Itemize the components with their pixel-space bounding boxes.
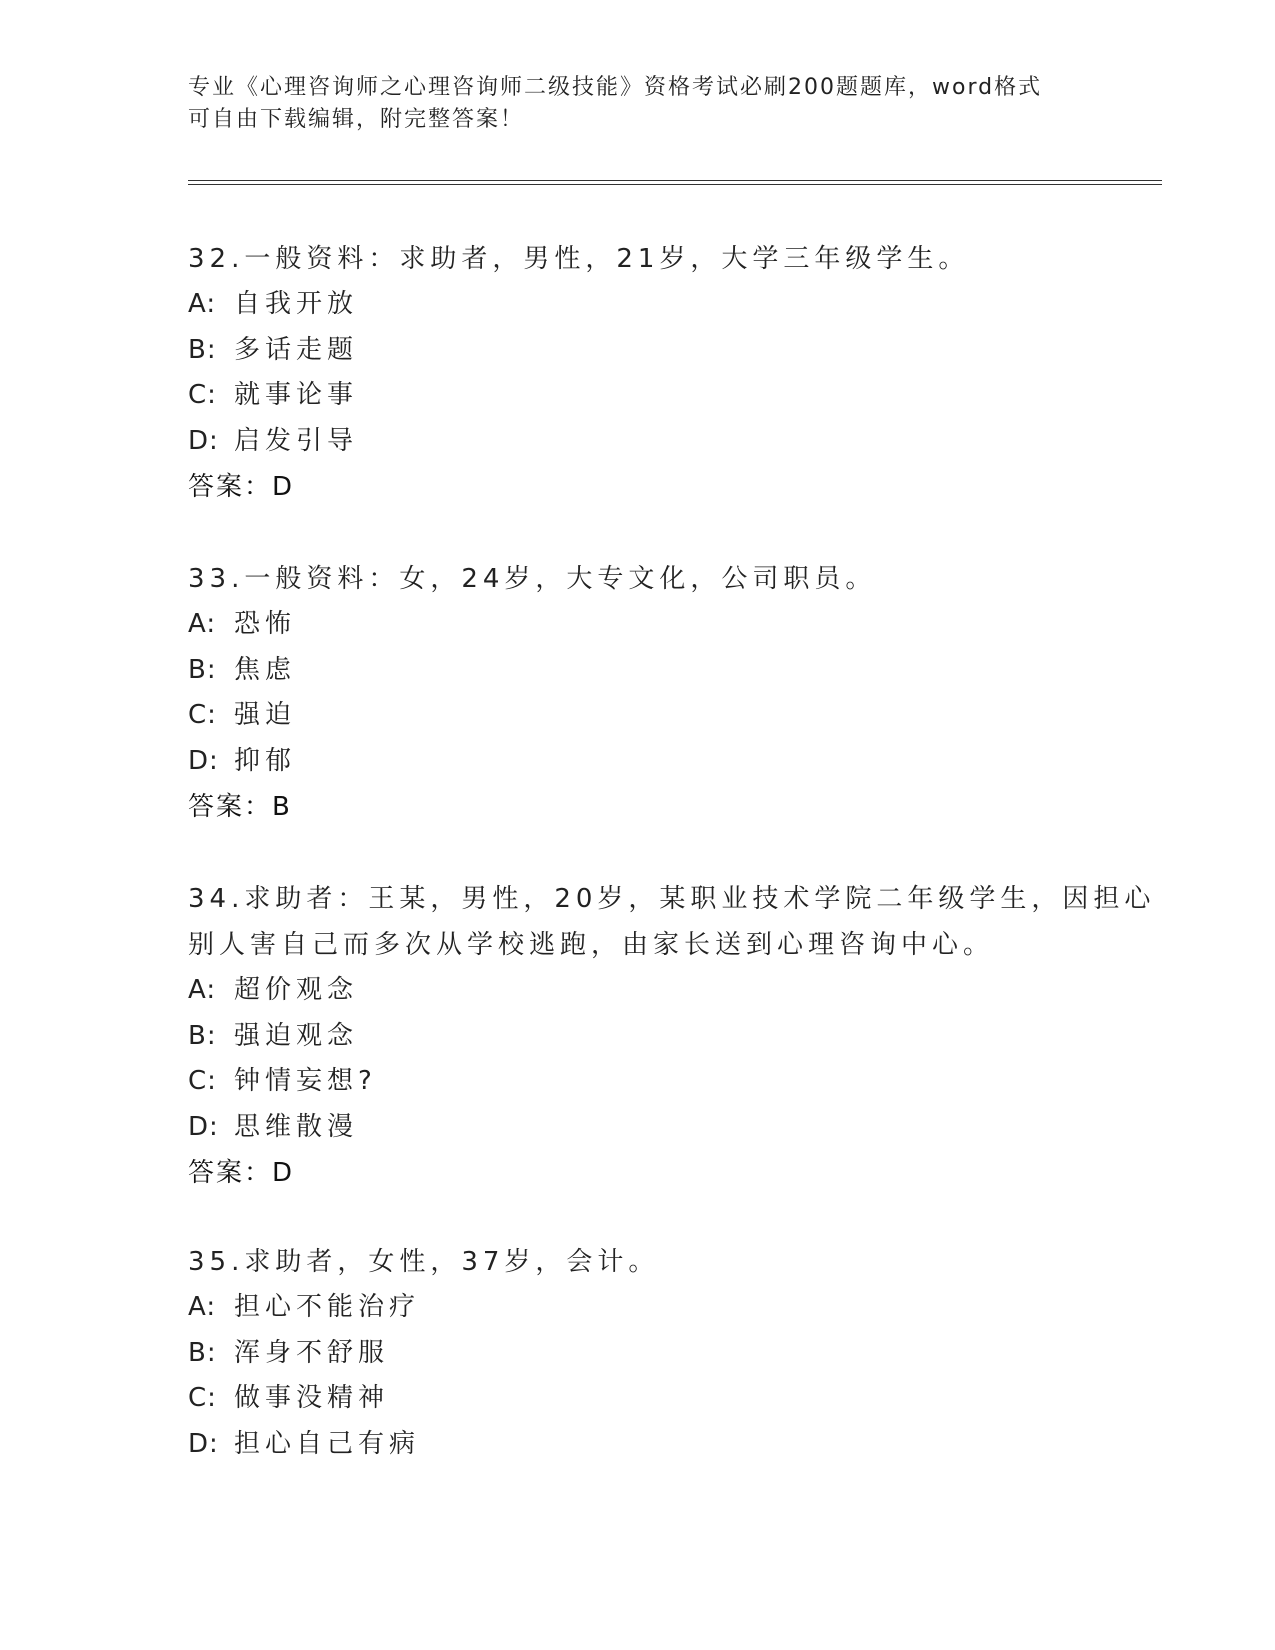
option-b: [188, 328, 1088, 374]
option-letter: A:: [188, 289, 217, 319]
option-letter: A:: [188, 975, 217, 1005]
option-c: [188, 373, 1088, 419]
option-letter: C:: [188, 1383, 217, 1413]
option-letter: D:: [188, 425, 219, 456]
header-divider-bottom: [188, 184, 1162, 185]
question-stem-continued: 别人害自己而多次从学校逃跑，由家长送到心理咨询中心。: [188, 930, 995, 960]
option-text: 钟情妄想?: [234, 1066, 377, 1096]
question-32: [188, 236, 1088, 510]
option-text: 担心自己有病: [234, 1428, 421, 1459]
option-letter: D:: [188, 745, 219, 776]
document-header: [188, 72, 1088, 136]
option-text: 强迫观念: [234, 1020, 359, 1051]
option-letter: C:: [188, 700, 217, 730]
answer-line: 答案：D: [188, 472, 295, 502]
option-text: 浑身不舒服: [234, 1337, 390, 1368]
answer-line: 答案：D: [188, 1158, 295, 1188]
option-letter: D:: [188, 1111, 219, 1142]
option-d: [188, 1105, 1088, 1151]
option-a: [188, 602, 1088, 648]
option-a: [188, 1285, 1088, 1331]
option-b: [188, 1331, 1088, 1377]
option-text: 自我开放: [234, 289, 359, 319]
option-d: [188, 419, 1088, 465]
option-letter: B:: [188, 1020, 217, 1051]
option-text: 强迫: [234, 700, 297, 730]
option-a: [188, 282, 1088, 328]
header-divider-top: [188, 180, 1162, 181]
option-c: [188, 1376, 1088, 1422]
option-letter: B:: [188, 334, 217, 365]
option-c: [188, 693, 1088, 739]
option-text: 焦虑: [234, 654, 297, 685]
option-text: 做事没精神: [234, 1383, 390, 1413]
option-b: [188, 1014, 1088, 1060]
question-35: [188, 1239, 1088, 1467]
option-c: [188, 1059, 1088, 1105]
option-text: 启发引导: [234, 425, 359, 456]
option-letter: A:: [188, 609, 217, 639]
option-b: [188, 648, 1088, 694]
option-text: 恐怖: [234, 609, 297, 639]
option-letter: C:: [188, 380, 217, 410]
option-letter: B:: [188, 654, 217, 685]
header-line-2: 可自由下载编辑，附完整答案！: [188, 107, 525, 132]
option-text: 多话走题: [234, 334, 359, 365]
option-letter: A:: [188, 1292, 217, 1322]
option-text: 抑郁: [234, 745, 297, 776]
answer-line: 答案：B: [188, 792, 292, 822]
option-letter: C:: [188, 1066, 217, 1096]
question-stem: 35.求助者，女性，37岁，会计。: [188, 1247, 660, 1277]
option-a: [188, 968, 1088, 1014]
option-text: 超价观念: [234, 975, 359, 1005]
question-stem: 34.求助者：王某，男性，20岁，某职业技术学院二年级学生，因担心: [188, 884, 1156, 914]
option-text: 思维散漫: [234, 1111, 359, 1142]
question-stem: 33.一般资料：女，24岁，大专文化，公司职员。: [188, 564, 877, 594]
option-text: 就事论事: [234, 380, 359, 410]
option-text: 担心不能治疗: [234, 1292, 421, 1322]
question-33: [188, 556, 1088, 830]
option-letter: D:: [188, 1428, 219, 1459]
option-d: [188, 739, 1088, 785]
question-stem: 32.一般资料：求助者，男性，21岁，大学三年级学生。: [188, 244, 970, 274]
option-letter: B:: [188, 1337, 217, 1368]
option-d: [188, 1422, 1088, 1468]
header-line-1: 专业《心理咨询师之心理咨询师二级技能》资格考试必刷200题题库，word格式: [188, 75, 1043, 100]
question-34: [188, 876, 1156, 1196]
